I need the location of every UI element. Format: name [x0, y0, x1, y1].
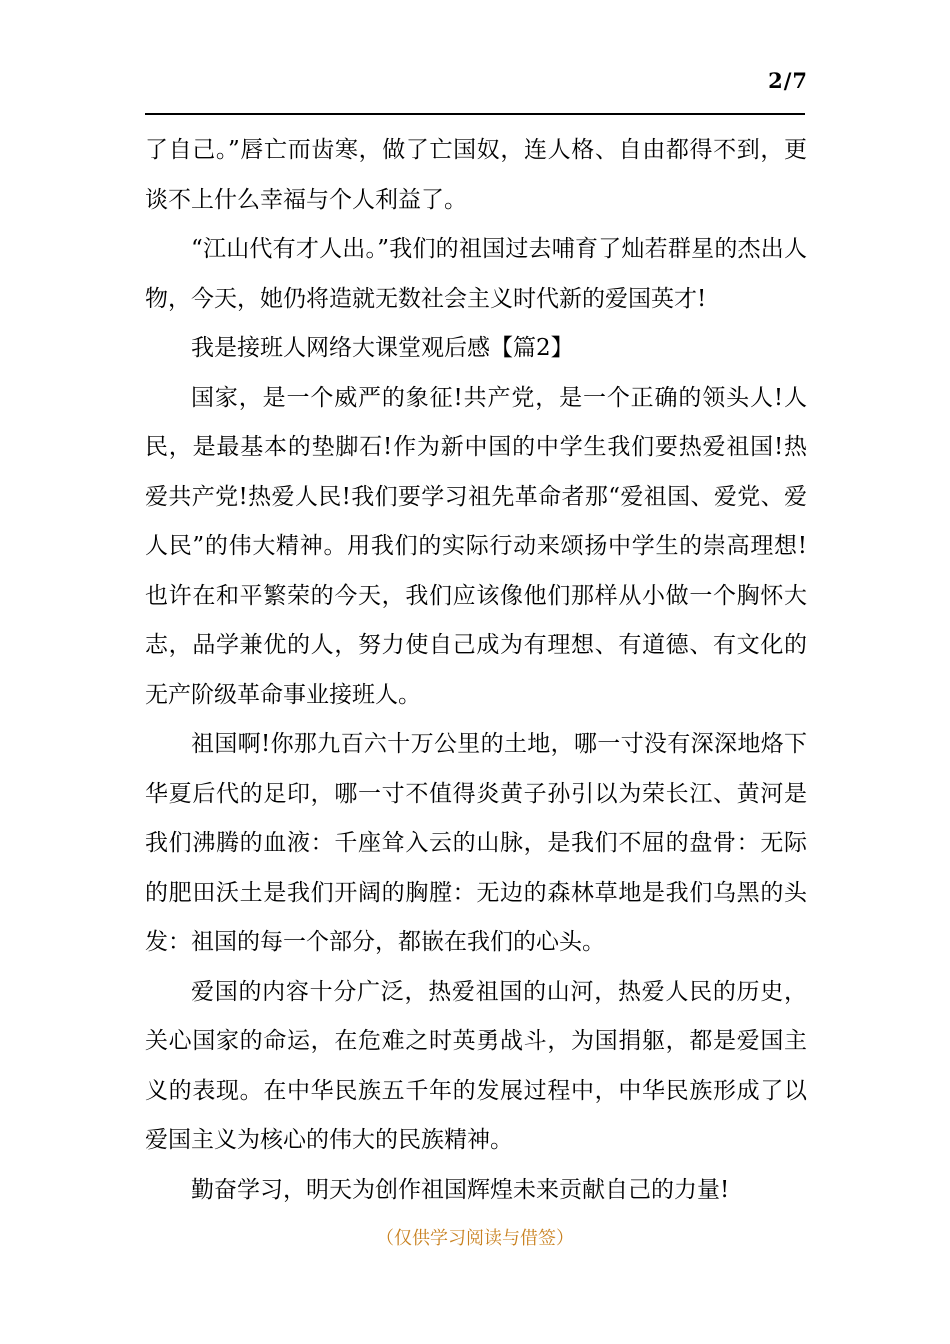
page-number: 2/7 [768, 68, 808, 93]
paragraph: 爱国的内容十分广泛，热爱祖国的山河，热爱人民的历史，关心国家的命运，在危难之时英勇战斗，为国捐躯，都是爱国主义的表现。在中华民族五千年的发展过程中，中华民族形成了以爱国主义为核心的伟大的民族精神。 [145, 978, 807, 1153]
section-heading: 我是接班人网络大课堂观后感【篇2】 [191, 335, 574, 361]
paragraph: 国家，是一个威严的象征!共产党，是一个正确的领头人!人民，是最基本的垫脚石!作为新中国的中学生我们要热爱祖国!热爱共产党!热爱人民!我们要学习祖先革命者那“爱祖国、爱党、爱人民”的伟大精神。用我们的实际行动来颂扬中学生的崇高理想!也许在和平繁荣的今天，我们应该像他们那样从小做一个胸怀大志，品学兼优的人，努力使自己成为有理想、有道德、有文化的无产阶级革命事业接班人。 [145, 384, 807, 708]
paragraph-continued: 了自己。”唇亡而齿寒，做了亡国奴，连人格、自由都得不到，更谈不上什么幸福与个人利益了。 [145, 137, 807, 213]
document-body [145, 126, 807, 1215]
paragraph: 祖国啊!你那九百六十万公里的土地，哪一寸没有深深地烙下华夏后代的足印，哪一寸不值得炎黄子孙引以为荣长江、黄河是我们沸腾的血液：千座耸入云的山脉，是我们不屈的盘骨：无际的肥田沃土是我们开阔的胸膛：无边的森林草地是我们乌黑的头发：祖国的每一个部分，都嵌在我们的心头。 [145, 731, 807, 955]
paragraph: 勤奋学习，明天为创作祖国辉煌未来贡献自己的力量! [191, 1176, 730, 1203]
header-divider [145, 113, 805, 115]
footer-note: （仅供学习阅读与借签） [376, 1228, 574, 1249]
paragraph: “江山代有才人出。”我们的祖国过去哺育了灿若群星的杰出人物，今天，她仍将造就无数社会主义时代新的爱国英才! [145, 236, 807, 312]
